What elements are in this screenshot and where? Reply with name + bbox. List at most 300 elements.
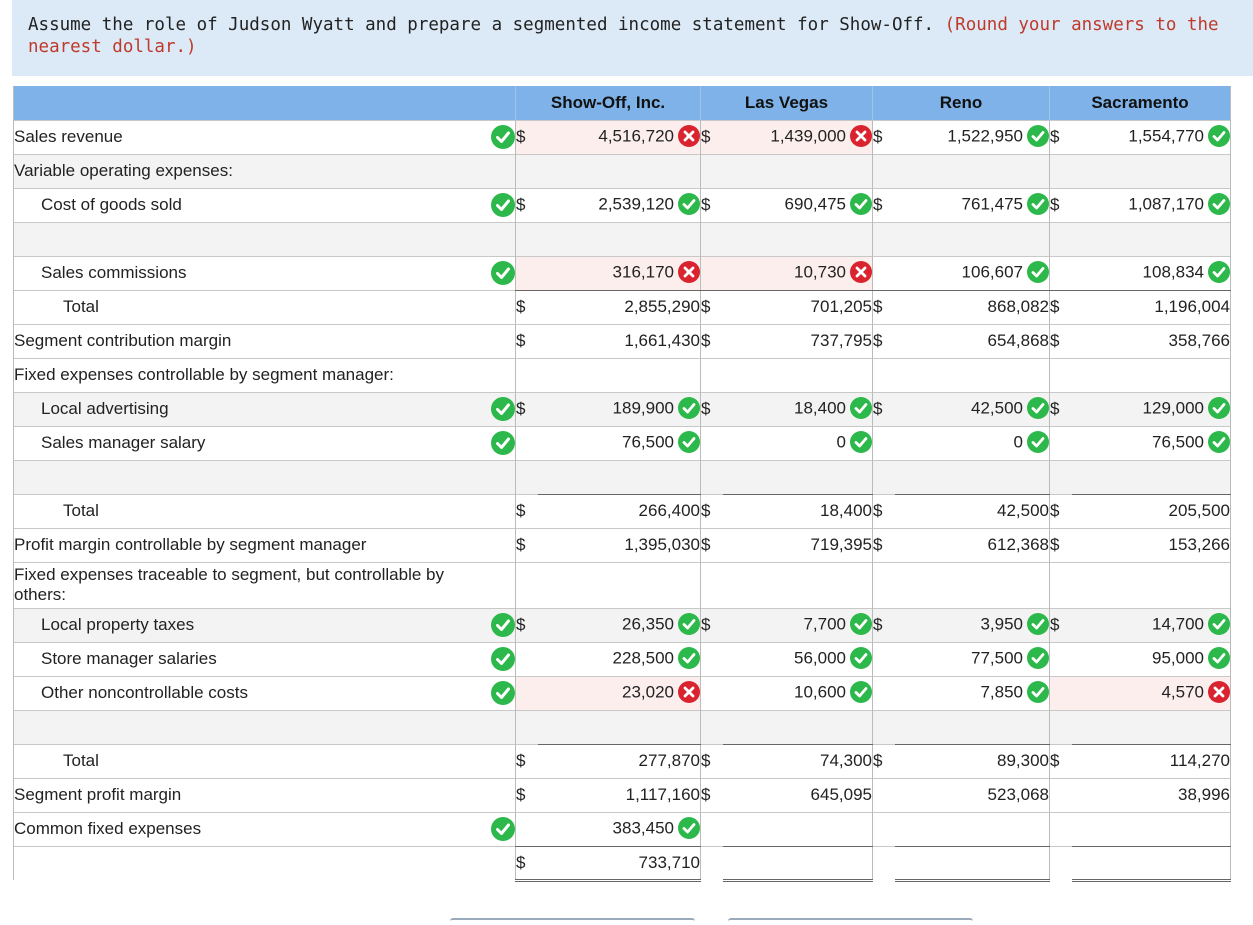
- sacramento-dollar-cell: [1050, 426, 1072, 460]
- dollar-sign: $: [516, 399, 526, 418]
- row-label: [14, 460, 466, 494]
- showoff-dollar-cell: [516, 290, 538, 324]
- sacramento-incorrect-icon: [1208, 681, 1230, 703]
- row-check-cell: [466, 426, 516, 460]
- footer-button-left[interactable]: [450, 918, 695, 925]
- lasvegas-dollar-cell: [701, 846, 723, 880]
- sacramento-dollar-cell: [1050, 846, 1072, 880]
- profit-margin-controllable-row: [14, 528, 1231, 562]
- sacramento-correct-icon: [1208, 397, 1230, 419]
- amount: 358,766: [1168, 331, 1230, 350]
- amount: 761,475: [961, 194, 1023, 214]
- lasvegas-dollar-cell: [701, 222, 723, 256]
- instructions-panel: [12, 0, 1253, 76]
- lasvegas-correct-icon: [850, 431, 872, 453]
- row-check-cell: [466, 120, 516, 154]
- lasvegas-dollar-cell: [701, 188, 723, 222]
- sacramento-dollar-cell: [1050, 256, 1072, 290]
- instructions-note: (Round your answers to the nearest dollar.): [28, 15, 1219, 57]
- amount: 383,450: [612, 818, 674, 838]
- showoff-incorrect-icon: [678, 261, 700, 283]
- lasvegas-value-cell[interactable]: [723, 744, 873, 778]
- amount: 1,196,004: [1154, 297, 1230, 316]
- row-label: Sales manager salary: [14, 426, 466, 460]
- lasvegas-dollar-cell: [701, 710, 723, 744]
- row-check-cell: [466, 744, 516, 778]
- amount: 3,950: [980, 614, 1023, 634]
- amount: 205,500: [1168, 501, 1230, 520]
- sacramento-dollar-cell: [1050, 812, 1072, 846]
- reno-value-cell[interactable]: [895, 188, 1050, 222]
- sacramento-dollar-cell: [1050, 642, 1072, 676]
- reno-dollar-cell: [873, 562, 895, 608]
- sacramento-dollar-cell: [1050, 778, 1072, 812]
- showoff-correct-icon: [678, 613, 700, 635]
- lasvegas-dollar-cell: [701, 642, 723, 676]
- sacramento-correct-icon: [1208, 125, 1230, 147]
- dollar-sign: $: [701, 331, 711, 350]
- dollar-sign: $: [516, 852, 526, 872]
- reno-dollar-cell: [873, 290, 895, 324]
- lasvegas-value-cell[interactable]: [723, 676, 873, 710]
- showoff-correct-icon: [678, 431, 700, 453]
- column-header-lasvegas: Las Vegas: [701, 86, 873, 120]
- instructions-text: [28, 14, 1253, 58]
- row-label: Other noncontrollable costs: [14, 676, 466, 710]
- amount: 1,117,160: [625, 785, 700, 804]
- reno-dollar-cell: [873, 812, 895, 846]
- lasvegas-value-cell[interactable]: [723, 426, 873, 460]
- reno-correct-icon: [1027, 613, 1049, 635]
- reno-value-cell[interactable]: [895, 642, 1050, 676]
- row-label: Variable operating expenses:: [14, 154, 466, 188]
- reno-dollar-cell: [873, 744, 895, 778]
- reno-value-cell[interactable]: [895, 676, 1050, 710]
- amount: 1,087,170: [1128, 194, 1204, 214]
- showoff-value-cell[interactable]: [538, 494, 701, 528]
- showoff-value-cell[interactable]: [538, 426, 701, 460]
- reno-correct-icon: [1027, 193, 1049, 215]
- lasvegas-value-cell: [723, 710, 873, 744]
- sacramento-value-cell[interactable]: [1072, 744, 1231, 778]
- showoff-dollar-cell: [516, 460, 538, 494]
- amount: 2,855,290: [624, 297, 700, 316]
- row-check-cell: [466, 358, 516, 392]
- reno-dollar-cell: [873, 494, 895, 528]
- amount: 645,095: [810, 785, 872, 804]
- sacramento-value-cell[interactable]: [1072, 642, 1231, 676]
- showoff-dollar-cell: [516, 778, 538, 812]
- sacramento-value-cell[interactable]: [1072, 528, 1231, 562]
- reno-value-cell[interactable]: [895, 392, 1050, 426]
- dollar-sign: $: [873, 297, 883, 316]
- sales-revenue-row: [14, 120, 1231, 154]
- row-correct-icon: [491, 261, 515, 285]
- showoff-dollar-cell: [516, 676, 538, 710]
- lasvegas-value-cell[interactable]: [723, 778, 873, 812]
- lasvegas-dollar-cell: [701, 324, 723, 358]
- dollar-sign: $: [873, 399, 883, 418]
- lasvegas-dollar-cell: [701, 290, 723, 324]
- row-correct-icon: [491, 647, 515, 671]
- segmented-income-statement: [13, 86, 1231, 882]
- dollar-sign: $: [516, 297, 526, 316]
- reno-correct-icon: [1027, 397, 1049, 419]
- header-row: [14, 86, 1231, 120]
- amount: 56,000: [794, 648, 846, 668]
- lasvegas-incorrect-icon: [850, 125, 872, 147]
- lasvegas-value-cell[interactable]: [723, 256, 873, 290]
- amount: 868,082: [987, 297, 1049, 316]
- lasvegas-dollar-cell: [701, 256, 723, 290]
- sacramento-dollar-cell: [1050, 562, 1072, 608]
- reno-correct-icon: [1027, 125, 1049, 147]
- row-label: Total: [14, 744, 466, 778]
- dollar-sign: $: [1050, 399, 1060, 418]
- showoff-dollar-cell: [516, 120, 538, 154]
- sacramento-dollar-cell: [1050, 324, 1072, 358]
- reno-value-cell[interactable]: [895, 324, 1050, 358]
- reno-value-cell[interactable]: [895, 744, 1050, 778]
- sacramento-value-cell[interactable]: [1072, 290, 1231, 324]
- showoff-dollar-cell: [516, 392, 538, 426]
- reno-value-cell: [895, 222, 1050, 256]
- showoff-value-cell[interactable]: [538, 846, 701, 880]
- amount: 2,539,120: [598, 194, 674, 214]
- lasvegas-value-cell: [723, 154, 873, 188]
- row-label: Total: [14, 290, 466, 324]
- row-check-cell: [466, 608, 516, 642]
- lasvegas-value-cell: [723, 846, 873, 880]
- sacramento-value-cell[interactable]: [1072, 392, 1231, 426]
- amount: 189,900: [612, 398, 674, 418]
- reno-value-cell: [895, 460, 1050, 494]
- showoff-value-cell[interactable]: [538, 676, 701, 710]
- showoff-dollar-cell: [516, 744, 538, 778]
- footer-button-right[interactable]: [728, 918, 973, 925]
- showoff-value-cell: [538, 222, 701, 256]
- dollar-sign: $: [701, 195, 711, 214]
- sacramento-value-cell[interactable]: [1072, 494, 1231, 528]
- footer-buttons: [450, 918, 980, 923]
- dollar-sign: $: [1050, 331, 1060, 350]
- row-label: Cost of goods sold: [14, 188, 466, 222]
- lasvegas-dollar-cell: [701, 562, 723, 608]
- dollar-sign: $: [1050, 751, 1060, 770]
- reno-dollar-cell: [873, 846, 895, 880]
- row-check-cell: [466, 392, 516, 426]
- reno-value-cell[interactable]: [895, 426, 1050, 460]
- spacer-row: [14, 154, 1231, 188]
- reno-dollar-cell: [873, 642, 895, 676]
- dollar-sign: $: [516, 331, 526, 350]
- showoff-dollar-cell: [516, 188, 538, 222]
- amount: 4,570: [1161, 682, 1204, 702]
- showoff-value-cell[interactable]: [538, 778, 701, 812]
- lasvegas-value-cell[interactable]: [723, 324, 873, 358]
- reno-value-cell[interactable]: [895, 778, 1050, 812]
- sacramento-value-cell[interactable]: [1072, 676, 1231, 710]
- row-check-cell: [466, 188, 516, 222]
- dollar-sign: $: [516, 535, 526, 554]
- reno-dollar-cell: [873, 392, 895, 426]
- row-label: Fixed expenses traceable to segment, but controllable by others:: [14, 562, 466, 608]
- sacramento-dollar-cell: [1050, 358, 1072, 392]
- showoff-value-cell[interactable]: [538, 290, 701, 324]
- showoff-value-cell[interactable]: [538, 188, 701, 222]
- lasvegas-dollar-cell: [701, 358, 723, 392]
- amount: 26,350: [622, 614, 674, 634]
- reno-value-cell: [895, 710, 1050, 744]
- row-check-cell: [466, 846, 516, 880]
- amount: 719,395: [810, 535, 872, 554]
- dollar-sign: $: [701, 127, 711, 146]
- reno-value-cell[interactable]: [895, 256, 1050, 290]
- row-check-cell: [466, 494, 516, 528]
- sacramento-dollar-cell: [1050, 290, 1072, 324]
- row-correct-icon: [491, 681, 515, 705]
- amount: 74,300: [820, 751, 872, 770]
- amount: 1,439,000: [770, 126, 846, 146]
- reno-value-cell[interactable]: [895, 608, 1050, 642]
- dollar-sign: $: [1050, 297, 1060, 316]
- showoff-value-cell[interactable]: [538, 324, 701, 358]
- showoff-value-cell[interactable]: [538, 392, 701, 426]
- row-check-cell: [466, 676, 516, 710]
- amount: 18,400: [794, 398, 846, 418]
- net-income-row: [14, 846, 1231, 880]
- showoff-dollar-cell: [516, 642, 538, 676]
- showoff-incorrect-icon: [678, 125, 700, 147]
- reno-dollar-cell: [873, 426, 895, 460]
- cost-of-goods-sold-row: [14, 188, 1231, 222]
- reno-correct-icon: [1027, 261, 1049, 283]
- sacramento-dollar-cell: [1050, 676, 1072, 710]
- reno-value-cell: [895, 562, 1050, 608]
- dollar-sign: $: [516, 127, 526, 146]
- lasvegas-dollar-cell: [701, 608, 723, 642]
- dollar-sign: $: [701, 399, 711, 418]
- lasvegas-value-cell[interactable]: [723, 642, 873, 676]
- lasvegas-value-cell[interactable]: [723, 608, 873, 642]
- sacramento-value-cell: [1072, 358, 1231, 392]
- reno-value-cell[interactable]: [895, 120, 1050, 154]
- dollar-sign: $: [516, 501, 526, 520]
- lasvegas-value-cell[interactable]: [723, 392, 873, 426]
- lasvegas-value-cell[interactable]: [723, 494, 873, 528]
- amount: 42,500: [997, 501, 1049, 520]
- sacramento-dollar-cell: [1050, 154, 1072, 188]
- showoff-dollar-cell: [516, 710, 538, 744]
- showoff-value-cell[interactable]: [538, 528, 701, 562]
- row-check-cell: [466, 710, 516, 744]
- amount: 10,600: [794, 682, 846, 702]
- amount: 733,710: [638, 852, 700, 872]
- spacer-row: [14, 358, 1231, 392]
- amount: 14,700: [1152, 614, 1204, 634]
- row-label: Profit margin controllable by segment manager: [14, 528, 466, 562]
- showoff-value-cell: [538, 154, 701, 188]
- showoff-correct-icon: [678, 817, 700, 839]
- amount: 277,870: [638, 751, 700, 770]
- traceable-total-row: [14, 744, 1231, 778]
- sacramento-value-cell[interactable]: [1072, 324, 1231, 358]
- showoff-dollar-cell: [516, 222, 538, 256]
- sacramento-value-cell[interactable]: [1072, 778, 1231, 812]
- amount: 42,500: [971, 398, 1023, 418]
- sacramento-value-cell[interactable]: [1072, 256, 1231, 290]
- reno-correct-icon: [1027, 647, 1049, 669]
- showoff-value-cell[interactable]: [538, 608, 701, 642]
- sacramento-dollar-cell: [1050, 528, 1072, 562]
- spacer-row: [14, 460, 1231, 494]
- amount: 1,522,950: [947, 126, 1023, 146]
- sacramento-dollar-cell: [1050, 460, 1072, 494]
- reno-value-cell[interactable]: [895, 528, 1050, 562]
- amount: 7,700: [803, 614, 846, 634]
- amount: 0: [836, 432, 846, 452]
- segment-contribution-margin-row: [14, 324, 1231, 358]
- showoff-value-cell: [538, 710, 701, 744]
- sacramento-dollar-cell: [1050, 188, 1072, 222]
- row-check-cell: [466, 324, 516, 358]
- showoff-value-cell: [538, 562, 701, 608]
- lasvegas-correct-icon: [850, 647, 872, 669]
- lasvegas-dollar-cell: [701, 812, 723, 846]
- sacramento-value-cell: [1072, 846, 1231, 880]
- reno-dollar-cell: [873, 154, 895, 188]
- sacramento-dollar-cell: [1050, 222, 1072, 256]
- sales-commissions-row: [14, 256, 1231, 290]
- row-label: [14, 710, 466, 744]
- lasvegas-value-cell[interactable]: [723, 188, 873, 222]
- reno-correct-icon: [1027, 431, 1049, 453]
- sacramento-value-cell[interactable]: [1072, 426, 1231, 460]
- lasvegas-dollar-cell: [701, 528, 723, 562]
- showoff-value-cell[interactable]: [538, 642, 701, 676]
- reno-dollar-cell: [873, 358, 895, 392]
- amount: 153,266: [1168, 535, 1230, 554]
- amount: 612,368: [987, 535, 1049, 554]
- row-correct-icon: [491, 193, 515, 217]
- row-check-cell: [466, 222, 516, 256]
- dollar-sign: $: [1050, 535, 1060, 554]
- lasvegas-value-cell: [723, 460, 873, 494]
- amount: 114,270: [1169, 751, 1230, 770]
- dollar-sign: $: [873, 751, 883, 770]
- lasvegas-value-cell[interactable]: [723, 290, 873, 324]
- reno-dollar-cell: [873, 324, 895, 358]
- amount: 76,500: [1152, 432, 1204, 452]
- sacramento-correct-icon: [1208, 431, 1230, 453]
- column-header-showoff: Show-Off, Inc.: [516, 86, 701, 120]
- amount: 228,500: [612, 648, 674, 668]
- row-label: [14, 846, 466, 880]
- row-check-cell: [466, 562, 516, 608]
- instructions-main: Assume the role of Judson Wyatt and prepare a segmented income statement for Show-Off.: [28, 15, 935, 35]
- dollar-sign: $: [516, 195, 526, 214]
- lasvegas-value-cell: [723, 562, 873, 608]
- showoff-correct-icon: [678, 193, 700, 215]
- reno-correct-icon: [1027, 681, 1049, 703]
- lasvegas-value-cell[interactable]: [723, 528, 873, 562]
- controllable-total-row: [14, 494, 1231, 528]
- reno-dollar-cell: [873, 608, 895, 642]
- other-noncontrollable-row: [14, 676, 1231, 710]
- reno-value-cell: [895, 154, 1050, 188]
- showoff-value-cell[interactable]: [538, 812, 701, 846]
- amount: 4,516,720: [598, 126, 674, 146]
- showoff-value-cell[interactable]: [538, 256, 701, 290]
- row-label: Local property taxes: [14, 608, 466, 642]
- reno-value-cell[interactable]: [895, 494, 1050, 528]
- reno-dollar-cell: [873, 710, 895, 744]
- dollar-sign: $: [1050, 615, 1060, 634]
- showoff-dollar-cell: [516, 426, 538, 460]
- row-correct-icon: [491, 817, 515, 841]
- lasvegas-value-cell: [723, 812, 873, 846]
- row-check-cell: [466, 642, 516, 676]
- common-fixed-expenses-row: [14, 812, 1231, 846]
- lasvegas-value-cell[interactable]: [723, 120, 873, 154]
- lasvegas-dollar-cell: [701, 460, 723, 494]
- dollar-sign: $: [701, 501, 711, 520]
- spacer-row: [14, 710, 1231, 744]
- local-advertising-row: [14, 392, 1231, 426]
- showoff-dollar-cell: [516, 846, 538, 880]
- showoff-dollar-cell: [516, 154, 538, 188]
- reno-dollar-cell: [873, 222, 895, 256]
- showoff-value-cell: [538, 358, 701, 392]
- sacramento-dollar-cell: [1050, 120, 1072, 154]
- dollar-sign: $: [701, 615, 711, 634]
- store-manager-salaries-row: [14, 642, 1231, 676]
- lasvegas-dollar-cell: [701, 494, 723, 528]
- amount: 95,000: [1152, 648, 1204, 668]
- sacramento-value-cell[interactable]: [1072, 188, 1231, 222]
- lasvegas-correct-icon: [850, 613, 872, 635]
- amount: 654,868: [987, 331, 1049, 350]
- sacramento-value-cell[interactable]: [1072, 608, 1231, 642]
- amount: 106,607: [961, 262, 1023, 282]
- reno-dollar-cell: [873, 188, 895, 222]
- row-label: [14, 222, 466, 256]
- row-correct-icon: [491, 397, 515, 421]
- dollar-sign: $: [873, 195, 883, 214]
- row-label: Common fixed expenses: [14, 812, 466, 846]
- row-check-cell: [466, 290, 516, 324]
- sacramento-dollar-cell: [1050, 392, 1072, 426]
- dollar-sign: $: [701, 535, 711, 554]
- row-correct-icon: [491, 125, 515, 149]
- showoff-value-cell[interactable]: [538, 120, 701, 154]
- amount: 1,661,430: [624, 331, 700, 350]
- showoff-value-cell[interactable]: [538, 744, 701, 778]
- lasvegas-dollar-cell: [701, 154, 723, 188]
- sacramento-value-cell[interactable]: [1072, 120, 1231, 154]
- showoff-value-cell: [538, 460, 701, 494]
- reno-dollar-cell: [873, 120, 895, 154]
- row-label: Segment contribution margin: [14, 324, 466, 358]
- row-check-cell: [466, 812, 516, 846]
- amount: 523,068: [987, 785, 1049, 804]
- reno-value-cell[interactable]: [895, 290, 1050, 324]
- sacramento-value-cell: [1072, 710, 1231, 744]
- dollar-sign: $: [873, 501, 883, 520]
- showoff-dollar-cell: [516, 812, 538, 846]
- amount: 316,170: [612, 262, 674, 282]
- amount: 0: [1013, 432, 1023, 452]
